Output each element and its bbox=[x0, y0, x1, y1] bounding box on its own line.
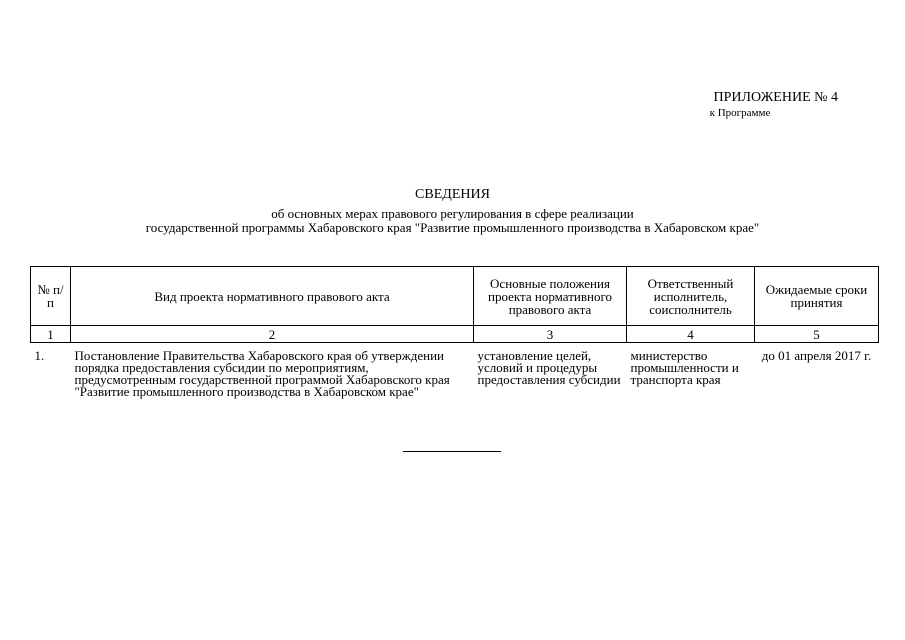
header-executor: Ответственный исполнитель, соисполнитель bbox=[627, 267, 755, 326]
row-executor: министерство промышленности и транспорта края bbox=[630, 348, 739, 387]
document-subtitle-line-1: об основных мерах правового регулирования в сфере реализации bbox=[271, 206, 634, 221]
document-subtitle-line-2: государственной программы Хабаровского края "Развитие промышленного производства в Хабаровском крае" bbox=[145, 220, 760, 235]
appendix-subtitle: к Программе bbox=[709, 107, 771, 119]
document-title: СВЕДЕНИЯ bbox=[415, 187, 490, 202]
table-header-row bbox=[31, 267, 879, 326]
measures-table bbox=[30, 266, 879, 398]
row-deadline: до 01 апреля 2017 г. bbox=[761, 348, 872, 363]
appendix-title: ПРИЛОЖЕНИЕ № 4 bbox=[713, 90, 838, 105]
header-deadline: Ожидаемые сроки принятия bbox=[755, 267, 879, 326]
end-separator-line bbox=[403, 451, 501, 452]
row-act-type: Постановление Правительства Хабаровского края об утверждении порядка предоставления субсидии по мероприятиям, предусмотренным государственной программой Хабаровского края "Развитие промышленного производства в Хабаровском крае" bbox=[74, 348, 450, 399]
column-numbers-row bbox=[31, 326, 879, 343]
row-number: 1. bbox=[34, 348, 45, 363]
column-number: 3 bbox=[474, 326, 627, 343]
header-act-type: Вид проекта нормативного правового акта bbox=[71, 267, 474, 326]
row-provisions: установление целей, условий и процедуры предоставления субсидии bbox=[477, 348, 621, 387]
header-provisions: Основные положения проекта нормативного правового акта bbox=[474, 267, 627, 326]
column-number: 4 bbox=[627, 326, 755, 343]
column-number: 2 bbox=[71, 326, 474, 343]
column-number: 5 bbox=[755, 326, 879, 343]
header-number: № п/п bbox=[31, 267, 71, 326]
document-heading bbox=[0, 186, 905, 235]
column-number: 1 bbox=[31, 326, 71, 343]
table-row bbox=[31, 343, 879, 399]
appendix-header bbox=[560, 89, 838, 120]
